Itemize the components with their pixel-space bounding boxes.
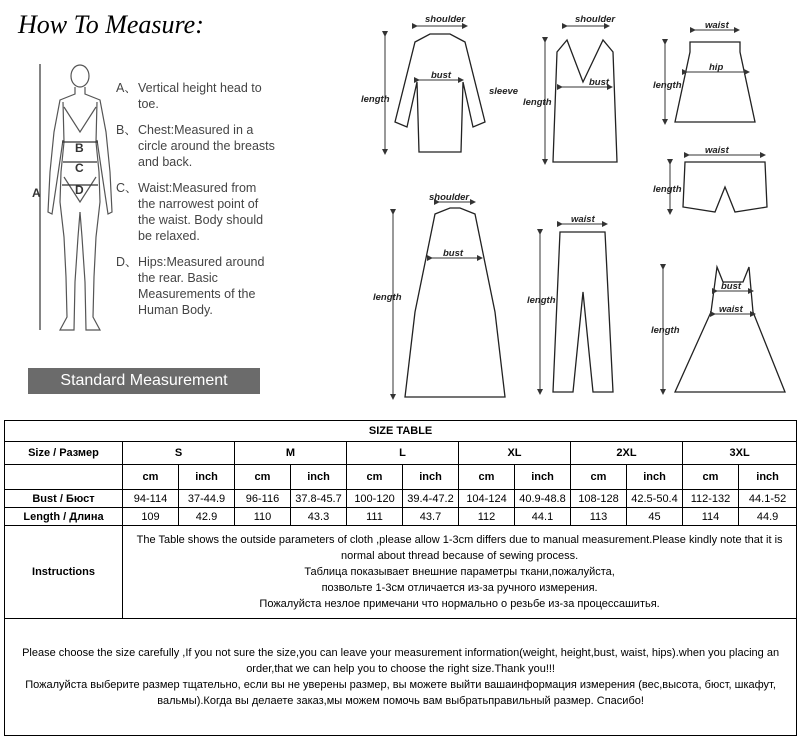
size-l: L xyxy=(347,442,459,465)
size-2xl: 2XL xyxy=(571,442,683,465)
svg-text:length: length xyxy=(523,97,552,108)
svg-text:hip: hip xyxy=(709,62,724,73)
size-3xl: 3XL xyxy=(683,442,797,465)
row-label: Bust / Бюст xyxy=(5,490,123,508)
size-choice-note: Please choose the size carefully ,If you not sure the size,you can leave your measurement information(weight, height,bust, waist, hips).when you placing an order,that we can help you to choose the right size.Thank you!!! Пожалуйста выберите размер тщательно, если вы не уверены размер, вы можете выйти вашаинформация измерения (вес,высота, бюст, шкафут, вальмы).Когда вы делаете заказ,мы можем помочь вам выбратьправильный размер. Спасибо! xyxy=(5,619,797,736)
unit-cell: inch xyxy=(179,465,235,490)
table-cell: 109 xyxy=(123,508,179,526)
svg-text:bust: bust xyxy=(443,248,464,259)
letter-b: B xyxy=(75,141,84,155)
step-b: B、 Chest:Measured in a circle around the breasts and back. xyxy=(116,123,275,169)
table-cell: 113 xyxy=(571,508,627,526)
unit-cell: inch xyxy=(403,465,459,490)
table-cell: 43.3 xyxy=(291,508,347,526)
table-cell: 42.9 xyxy=(179,508,235,526)
coat-drawing xyxy=(405,208,505,397)
unit-cell: cm xyxy=(683,465,739,490)
blank-cell xyxy=(5,465,123,490)
table-cell: 104-124 xyxy=(459,490,515,508)
svg-text:waist: waist xyxy=(719,304,743,315)
table-cell: 37.8-45.7 xyxy=(291,490,347,508)
svg-text:bust: bust xyxy=(431,70,452,81)
step-d: D、 Hips:Measured around the rear. Basic Measurements of the Human Body. xyxy=(116,255,265,317)
table-cell: 40.9-48.8 xyxy=(515,490,571,508)
table-cell: 44.1 xyxy=(515,508,571,526)
table-cell: 42.5-50.4 xyxy=(627,490,683,508)
unit-cell: cm xyxy=(571,465,627,490)
table-cell: 112 xyxy=(459,508,515,526)
table-cell: 100-120 xyxy=(347,490,403,508)
svg-text:length: length xyxy=(651,325,680,336)
size-xl: XL xyxy=(459,442,571,465)
table-cell: 110 xyxy=(235,508,291,526)
size-header: Size / Размер xyxy=(5,442,123,465)
garment-diagrams xyxy=(355,12,795,407)
unit-cell: cm xyxy=(235,465,291,490)
table-cell: 39.4-47.2 xyxy=(403,490,459,508)
table-row-instructions xyxy=(5,526,797,619)
unit-cell: inch xyxy=(291,465,347,490)
unit-cell: cm xyxy=(347,465,403,490)
instructions-text: The Table shows the outside parameters of cloth ,please allow 1-3cm differs due to manual measurement.Please kindly note that it is normal about thread because of sewing process. Таблица показывает внешние параметры ткани,пожалуйста, позвольте 1-3см отличается из-за ручного измерения. Пожалуйста незлое примечани что нормально о резьбе из-за процессашитья. xyxy=(123,526,797,619)
svg-text:length: length xyxy=(653,80,682,91)
size-table xyxy=(4,420,797,736)
svg-text:bust: bust xyxy=(589,77,610,88)
svg-text:waist: waist xyxy=(705,145,729,156)
svg-text:waist: waist xyxy=(705,20,729,31)
step-c: C、 Waist:Measured from the narrowest point of the waist. Body should be relaxed. xyxy=(116,181,264,243)
svg-text:sleeve: sleeve xyxy=(489,86,519,97)
svg-text:shoulder: shoulder xyxy=(425,14,466,25)
table-cell: 44.1-52 xyxy=(739,490,797,508)
standard-measurement-banner: Standard Measurement xyxy=(28,368,260,394)
unit-cell: inch xyxy=(515,465,571,490)
svg-text:bust: bust xyxy=(721,281,742,292)
table-cell: 112-132 xyxy=(683,490,739,508)
table-row-length xyxy=(5,508,797,526)
body-measurement-figure xyxy=(30,62,125,342)
unit-cell: inch xyxy=(739,465,797,490)
table-cell: 43.7 xyxy=(403,508,459,526)
svg-text:length: length xyxy=(373,292,402,303)
size-m: M xyxy=(235,442,347,465)
svg-text:length: length xyxy=(361,94,390,105)
table-cell: 114 xyxy=(683,508,739,526)
svg-text:shoulder: shoulder xyxy=(429,192,470,203)
table-cell: 45 xyxy=(627,508,683,526)
unit-cell: inch xyxy=(627,465,683,490)
row-label: Length / Длина xyxy=(5,508,123,526)
letter-c: C xyxy=(75,161,84,175)
letter-d: D xyxy=(75,183,84,197)
letter-a: A xyxy=(32,186,41,200)
shorts-drawing xyxy=(683,162,767,212)
svg-text:waist: waist xyxy=(571,214,595,225)
top-drawing xyxy=(553,40,617,162)
size-table-title: SIZE TABLE xyxy=(5,421,797,442)
unit-cell: cm xyxy=(459,465,515,490)
svg-text:shoulder: shoulder xyxy=(575,14,616,25)
svg-text:length: length xyxy=(653,184,682,195)
table-row-note xyxy=(5,619,797,736)
svg-text:length: length xyxy=(527,295,556,306)
pants-drawing xyxy=(553,232,613,392)
page-title: How To Measure: xyxy=(18,10,204,39)
table-cell: 96-116 xyxy=(235,490,291,508)
table-cell: 94-114 xyxy=(123,490,179,508)
skirt-drawing xyxy=(675,42,755,122)
table-cell: 37-44.9 xyxy=(179,490,235,508)
unit-cell: cm xyxy=(123,465,179,490)
table-cell: 111 xyxy=(347,508,403,526)
table-row-bust xyxy=(5,490,797,508)
shirt-drawing xyxy=(395,34,485,152)
table-cell: 44.9 xyxy=(739,508,797,526)
measurement-steps xyxy=(116,80,276,328)
instructions-label: Instructions xyxy=(5,526,123,619)
size-s: S xyxy=(123,442,235,465)
step-a: A、 Vertical height head to toe. xyxy=(116,81,262,111)
table-cell: 108-128 xyxy=(571,490,627,508)
